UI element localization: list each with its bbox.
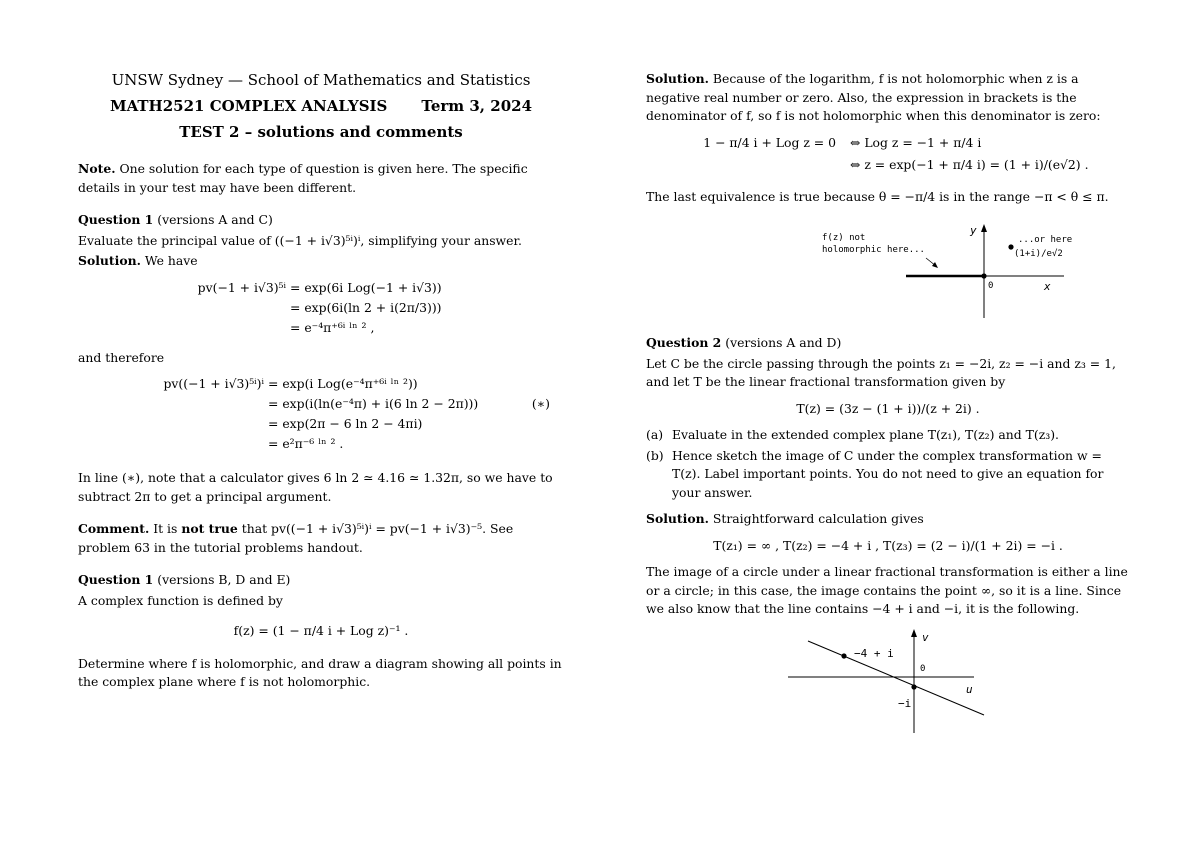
q2-part-b-text: Hence sketch the image of C under the complex transformation w = T(z). Label important points. You do not need to give an equation for your answer. <box>672 447 1104 500</box>
comment-pre: It is <box>153 521 178 536</box>
q1bde-solution <box>646 70 1130 126</box>
note-paragraph <box>78 160 564 197</box>
q2-conclusion: The image of a circle under a linear fractional transformation is either a line or a circle; in this case, the image contains the point ∞, so it is a line. Since we also know that the line contains −4 + i and −i, it is the following. <box>646 564 1128 616</box>
q1ac-versions: (versions A and C) <box>157 212 273 227</box>
fig1-left-label-2: holomorphic here... <box>822 245 925 255</box>
q1bde-solution-label: Solution. <box>646 71 709 86</box>
y-axis-arrow <box>981 224 987 232</box>
v-axis-arrow <box>911 629 917 637</box>
point-minus4-plus-i <box>841 653 846 658</box>
q2-solution-text: Straightforward calculation gives <box>712 511 924 526</box>
fig2-u-label: u <box>966 682 973 696</box>
q2-heading <box>646 334 1130 353</box>
q2-part-b-label: (b) <box>646 447 664 463</box>
fig2-point2-label: −i <box>898 696 912 710</box>
q2-part-a <box>646 426 1130 445</box>
q1ac-heading-label: Question 1 <box>78 212 154 227</box>
sol-eq-row1-lhs: 1 − π/4 i + Log z = 0 <box>703 134 836 150</box>
course-title <box>78 96 564 116</box>
fig2-v-label: v <box>922 630 929 644</box>
q1ac-prompt <box>78 232 564 251</box>
image-line <box>808 641 984 715</box>
q2-parts <box>646 426 1130 502</box>
eq1-rhs-3: = e⁻⁴π⁺⁶ⁱ ˡⁿ ² , <box>290 319 375 335</box>
and-therefore: and therefore <box>78 349 165 365</box>
point-minus-i <box>911 684 916 689</box>
q2-part-b <box>646 447 1130 503</box>
comment-bold: not true <box>181 521 238 536</box>
q1ac-equation-2 <box>78 375 564 455</box>
q1bde-heading-label: Question 1 <box>78 572 154 587</box>
eq2-rhs-1: = exp(i Log(e⁻⁴π⁺⁶ⁱ ˡⁿ ²)) <box>268 376 418 391</box>
q1ac-equation-1 <box>78 279 564 339</box>
q2-intro: Let C be the circle passing through the points z₁ = −2i, z₂ = −i and z₃ = 1, and let T be the linear fractional transformation given by <box>646 355 1116 389</box>
fig1-right-label-2: (1+i)/e√2 <box>1014 249 1063 259</box>
eq1-rhs-1: = exp(6i Log(−1 + i√3)) <box>290 279 442 295</box>
fig2-point1-label: −4 + i <box>854 646 894 660</box>
line-star-note: In line (∗), note that a calculator gives 6 ln 2 ≃ 4.16 ≃ 1.32π, so we have to subtract 2π to get a principal argument. <box>78 470 553 504</box>
course-code: MATH2521 COMPLEX ANALYSIS <box>109 97 388 115</box>
pointer-arrow-head <box>932 262 938 268</box>
q1ac-heading <box>78 211 564 230</box>
q1bde-equation: f(z) = (1 − π/4 i + Log z)⁻¹ . <box>233 623 409 638</box>
q1ac-solution-intro <box>78 252 564 271</box>
q1ac-solution-label: Solution. <box>78 253 141 268</box>
eq1-rhs-2: = exp(6i(ln 2 + i(2π/3))) <box>290 299 442 315</box>
image-line-diagram <box>788 627 988 735</box>
eq2-rhs-2: = exp(i(ln(e⁻⁴π) + i(6 ln 2 − 2π))) <box>268 396 479 411</box>
fig1-y-label: y <box>970 224 977 237</box>
q2-part-a-text: Evaluate in the extended complex plane T(z₁), T(z₂) and T(z₃). <box>672 427 1059 442</box>
eq2-rhs-3: = exp(2π − 6 ln 2 − 4πi) <box>268 416 423 431</box>
q1bde-intro: A complex function is defined by <box>78 592 283 608</box>
q1bde-solution-text: Because of the logarithm, f is not holomorphic when z is a negative real number or zero. Also, the expression in brackets is the denominator of f, so f is not holomorphic when this denominator is zero: <box>646 71 1101 123</box>
test-title: TEST 2 – solutions and comments <box>179 123 463 141</box>
q2-transformation-eq: T(z) = (3z − (1 + i))/(z + 2i) . <box>796 400 980 416</box>
comment-label: Comment. <box>78 521 150 536</box>
q2-results-eq: T(z₁) = ∞ , T(z₂) = −4 + i , T(z₃) = (2 − i)/(1 + 2i) = −i . <box>713 537 1063 553</box>
sol-eq-row2-rhs: ⇔ z = exp(−1 + π/4 i) = (1 + i)/(e√2) . <box>850 156 1089 172</box>
q1ac-prompt-post: , simplifying your answer. <box>360 232 522 248</box>
q2-solution-label: Solution. <box>646 511 709 526</box>
q1ac-solution-text: We have <box>144 253 198 268</box>
q1ac-prompt-expr: ((−1 + i√3)⁵ⁱ)ⁱ <box>274 232 361 248</box>
q1bde-versions: (versions B, D and E) <box>157 572 291 587</box>
fig2-origin-label: 0 <box>920 663 926 674</box>
q2-solution-intro <box>646 510 1130 529</box>
range-statement: The last equivalence is true because θ = −π/4 is in the range −π < θ ≤ π. <box>646 188 1109 204</box>
right-column <box>646 70 1130 745</box>
q2-heading-label: Question 2 <box>646 335 722 350</box>
q1bde-heading <box>78 571 564 590</box>
fig1-left-label-1: f(z) not <box>822 233 866 243</box>
q1bde-task: Determine where f is holomorphic, and draw a diagram showing all points in the complex plane where f is not holomorphic. <box>78 655 562 689</box>
branch-cut-diagram <box>738 214 1073 320</box>
eq1-lhs: pv(−1 + i√3)⁵ⁱ <box>197 279 286 295</box>
fig1-right-label-1: ...or here <box>1018 235 1073 245</box>
q2-part-a-label: (a) <box>646 427 664 442</box>
pole-dot <box>1008 244 1013 249</box>
q1bde-solution-equations <box>646 134 1130 178</box>
left-column <box>78 70 564 700</box>
eq2-rhs-4: = e²π⁻⁶ ˡⁿ ² . <box>268 436 344 451</box>
comment-post: that pv((−1 + i√3)⁵ⁱ)ⁱ = pv(−1 + i√3)⁻⁵. See problem 63 in the tutorial problems handout. <box>78 521 514 555</box>
fig1-x-label: x <box>1044 280 1051 293</box>
term-label: Term 3, 2024 <box>421 97 533 115</box>
eq2-lhs: pv((−1 + i√3)⁵ⁱ)ⁱ <box>163 376 264 391</box>
note-label: Note. <box>78 161 116 176</box>
comment-paragraph <box>78 520 564 557</box>
university-line: UNSW Sydney — School of Mathematics and Statistics <box>111 71 531 89</box>
q1ac-prompt-pre: Evaluate the principal value of <box>78 232 271 248</box>
eq2-tag-star: (∗) <box>531 396 550 411</box>
sol-eq-row1-rhs: ⇔ Log z = −1 + π/4 i <box>850 134 982 150</box>
fig1-origin-label: 0 <box>988 281 994 291</box>
q2-versions: (versions A and D) <box>725 335 842 350</box>
note-text: One solution for each type of question is given here. The specific details in your test may have been different. <box>78 161 528 195</box>
origin-dot <box>981 273 986 278</box>
